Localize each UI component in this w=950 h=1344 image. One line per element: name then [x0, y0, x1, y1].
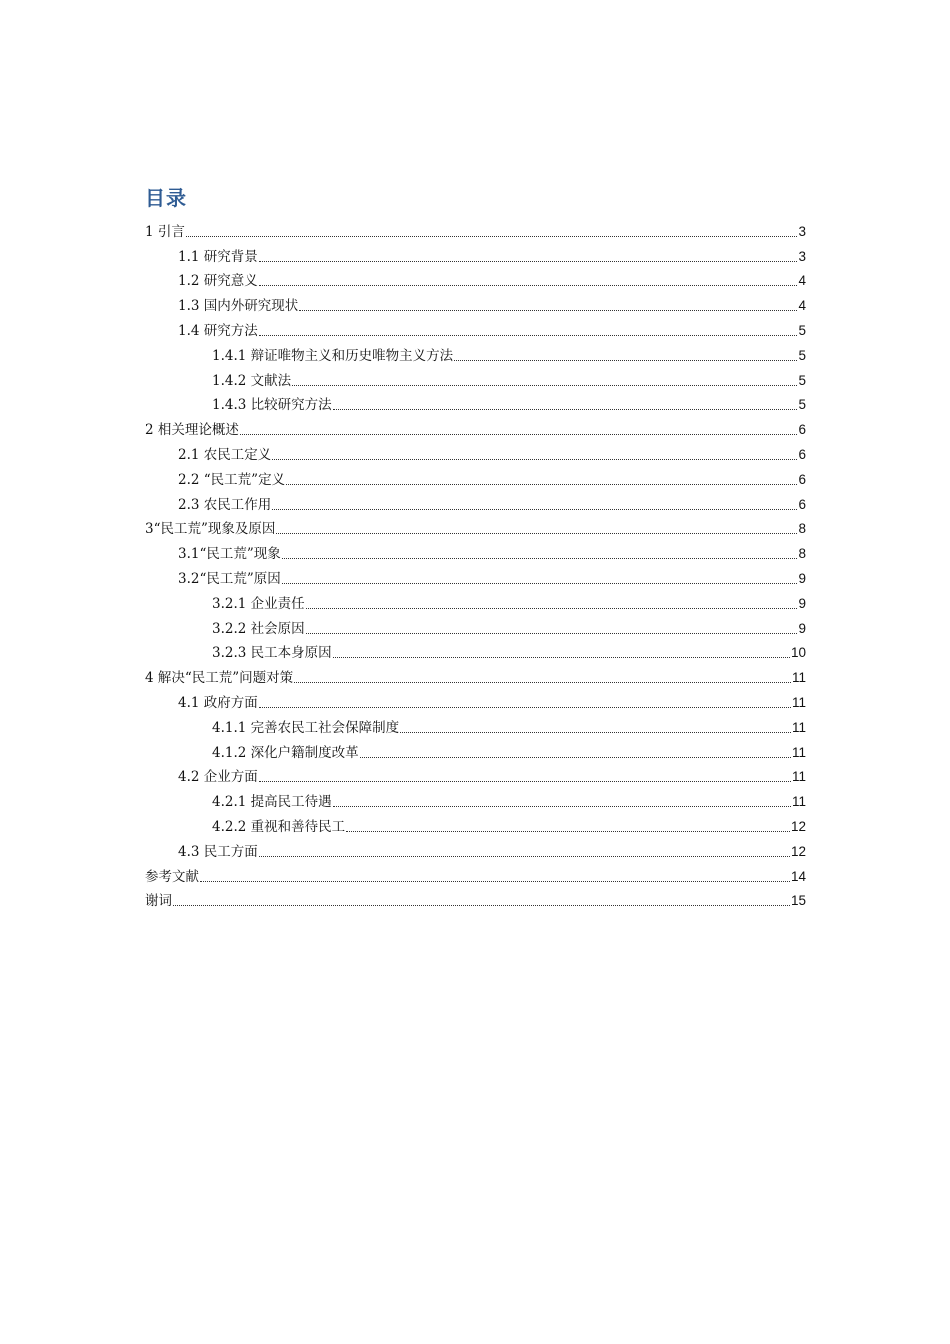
toc-entry-page-number: 3 [798, 248, 806, 264]
toc-entry-label: 1.4 研究方法 [178, 322, 258, 339]
toc-dot-leader [282, 583, 798, 584]
table-of-contents [145, 216, 806, 910]
toc-entry[interactable] [145, 365, 806, 390]
toc-entry-page-number: 11 [791, 670, 806, 686]
toc-dot-leader [346, 831, 790, 832]
toc-dot-leader [259, 285, 798, 286]
toc-entry-page-number: 9 [798, 595, 806, 611]
toc-entry[interactable] [145, 886, 806, 911]
toc-entry-page-number: 11 [791, 769, 806, 785]
toc-entry-label: 参考文献 [145, 868, 199, 885]
toc-dot-leader [259, 856, 790, 857]
toc-entry-label: 1 引言 [145, 223, 185, 240]
toc-dot-leader [282, 558, 798, 559]
toc-entry-label: 2 相关理论概述 [145, 422, 239, 439]
toc-entry-page-number: 6 [798, 422, 806, 438]
toc-entry-page-number: 5 [798, 347, 806, 363]
toc-entry-label: 4 解决“民工荒”问题对策 [145, 670, 294, 687]
toc-entry[interactable] [145, 414, 806, 439]
toc-dot-leader [272, 459, 797, 460]
toc-entry-label: 1.4.3 比较研究方法 [212, 397, 332, 414]
toc-entry[interactable] [145, 563, 806, 588]
toc-dot-leader [173, 905, 790, 906]
toc-entry-label: 4.2 企业方面 [178, 769, 258, 786]
toc-entry[interactable] [145, 216, 806, 241]
toc-entry-label: 3“民工荒”现象及原因 [145, 521, 276, 538]
toc-dot-leader [299, 310, 797, 311]
toc-entry-label: 1.4.1 辩证唯物主义和历史唯物主义方法 [212, 347, 454, 364]
toc-entry[interactable] [145, 266, 806, 291]
toc-entry-label: 2.1 农民工定义 [178, 446, 272, 463]
toc-entry-page-number: 5 [798, 397, 806, 413]
toc-entry-label: 3.1“民工荒”现象 [178, 546, 281, 563]
toc-entry[interactable] [145, 687, 806, 712]
toc-entry-label: 2.2 “民工荒”定义 [178, 471, 286, 488]
toc-entry-page-number: 9 [798, 620, 806, 636]
toc-entry-page-number: 4 [798, 273, 806, 289]
toc-entry[interactable] [145, 439, 806, 464]
toc-entry-label: 1.3 国内外研究现状 [178, 298, 299, 315]
toc-entry-page-number: 8 [798, 521, 806, 537]
toc-dot-leader [333, 657, 790, 658]
toc-entry-label: 4.1.1 完善农民工社会保障制度 [212, 719, 400, 736]
toc-entry[interactable] [145, 464, 806, 489]
toc-dot-leader [259, 335, 798, 336]
toc-entry[interactable] [145, 811, 806, 836]
toc-entry-page-number: 11 [791, 719, 806, 735]
toc-entry[interactable] [145, 514, 806, 539]
toc-entry-page-number: 10 [790, 645, 806, 661]
toc-entry-page-number: 8 [798, 546, 806, 562]
toc-entry-label: 1.2 研究意义 [178, 273, 258, 290]
toc-entry-label: 1.4.2 文献法 [212, 372, 292, 389]
toc-dot-leader [306, 608, 798, 609]
toc-entry-label: 4.1.2 深化户籍制度改革 [212, 744, 359, 761]
toc-entry-label: 3.2.1 企业责任 [212, 595, 305, 612]
toc-entry-label: 4.1 政府方面 [178, 694, 258, 711]
toc-entry-page-number: 12 [790, 818, 806, 834]
toc-dot-leader [333, 806, 791, 807]
toc-entry[interactable] [145, 290, 806, 315]
toc-entry[interactable] [145, 315, 806, 340]
toc-dot-leader [294, 682, 791, 683]
toc-title: 目录 [145, 186, 187, 210]
toc-dot-leader [272, 509, 797, 510]
toc-entry[interactable] [145, 489, 806, 514]
toc-dot-leader [200, 881, 790, 882]
toc-entry-page-number: 6 [798, 496, 806, 512]
toc-entry[interactable] [145, 638, 806, 663]
toc-entry-page-number: 14 [790, 868, 806, 884]
toc-entry-page-number: 11 [791, 794, 806, 810]
toc-entry-label: 4.2.2 重视和善待民工 [212, 818, 346, 835]
toc-entry[interactable] [145, 861, 806, 886]
toc-entry[interactable] [145, 390, 806, 415]
toc-dot-leader [360, 757, 791, 758]
toc-dot-leader [333, 409, 798, 410]
toc-dot-leader [292, 385, 797, 386]
toc-entry-page-number: 4 [798, 298, 806, 314]
toc-entry-page-number: 5 [798, 322, 806, 338]
toc-entry-label: 3.2.2 社会原因 [212, 620, 305, 637]
toc-entry-page-number: 6 [798, 471, 806, 487]
toc-entry-label: 3.2“民工荒”原因 [178, 570, 281, 587]
toc-entry-page-number: 9 [798, 570, 806, 586]
toc-dot-leader [186, 236, 798, 237]
toc-dot-leader [259, 707, 791, 708]
toc-entry-label: 1.1 研究背景 [178, 248, 258, 265]
toc-entry-page-number: 3 [798, 223, 806, 239]
toc-entry[interactable] [145, 762, 806, 787]
toc-entry-page-number: 12 [790, 843, 806, 859]
toc-entry-page-number: 5 [798, 372, 806, 388]
toc-dot-leader [259, 781, 791, 782]
toc-entry[interactable] [145, 538, 806, 563]
toc-entry-label: 2.3 农民工作用 [178, 496, 272, 513]
toc-dot-leader [306, 633, 798, 634]
toc-dot-leader [454, 360, 797, 361]
toc-entry[interactable] [145, 241, 806, 266]
toc-entry-page-number: 15 [790, 893, 806, 909]
toc-dot-leader [400, 732, 791, 733]
toc-entry[interactable] [145, 737, 806, 762]
toc-entry[interactable] [145, 786, 806, 811]
toc-entry-label: 4.3 民工方面 [178, 843, 258, 860]
toc-entry-page-number: 11 [791, 694, 806, 710]
toc-dot-leader [286, 484, 797, 485]
toc-dot-leader [240, 434, 798, 435]
toc-dot-leader [259, 261, 798, 262]
toc-entry[interactable] [145, 662, 806, 687]
toc-dot-leader [276, 533, 797, 534]
toc-entry[interactable] [145, 588, 806, 613]
toc-entry-label: 3.2.3 民工本身原因 [212, 645, 332, 662]
toc-entry[interactable] [145, 712, 806, 737]
toc-entry-page-number: 11 [791, 744, 806, 760]
toc-entry[interactable] [145, 340, 806, 365]
toc-entry[interactable] [145, 613, 806, 638]
toc-entry[interactable] [145, 836, 806, 861]
toc-entry-page-number: 6 [798, 446, 806, 462]
toc-entry-label: 4.2.1 提高民工待遇 [212, 794, 332, 811]
toc-entry-label: 谢词 [145, 893, 172, 910]
